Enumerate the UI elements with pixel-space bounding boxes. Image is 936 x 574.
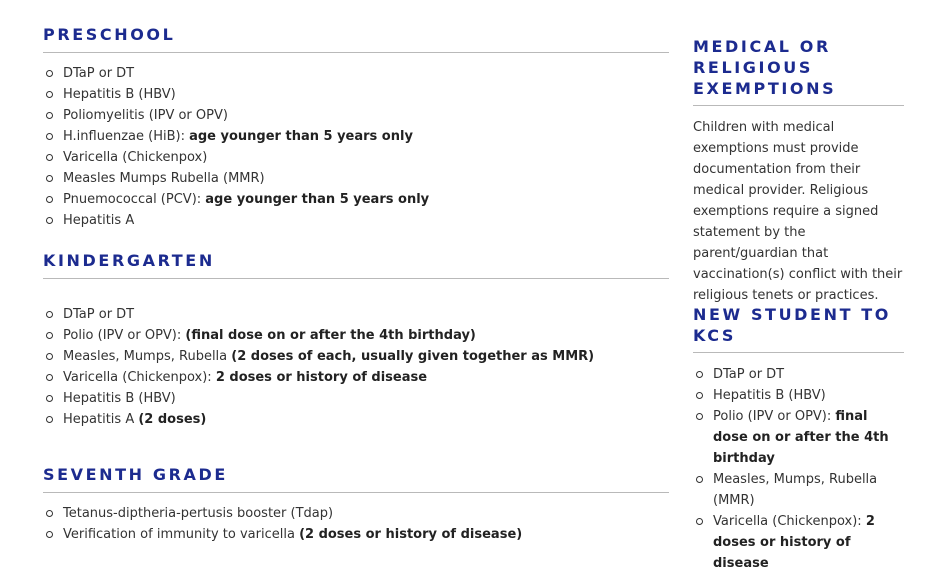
heading-line: EXEMPTIONS xyxy=(693,79,837,98)
list-item-text: Hepatitis B (HBV) xyxy=(63,87,176,102)
preschool-divider xyxy=(43,52,669,53)
exemptions-divider xyxy=(693,105,904,106)
list-item-text: DTaP or DT xyxy=(713,367,785,382)
circle-bullet-icon xyxy=(696,413,703,420)
circle-bullet-icon xyxy=(696,518,703,525)
heading-line: KCS xyxy=(693,326,737,345)
circle-bullet-icon xyxy=(46,154,53,161)
list-item xyxy=(43,84,429,105)
list-item-emphasis: (2 doses or history of disease) xyxy=(299,527,523,542)
list-item-emphasis: (final dose on or after the 4th birthday) xyxy=(185,328,476,343)
list-item-text: Measles, Mumps, Rubella xyxy=(63,349,232,364)
list-item-text: Tetanus-diptheria-pertusis booster (Tdap) xyxy=(63,506,334,521)
preschool-list xyxy=(43,63,429,231)
list-item xyxy=(43,409,594,430)
circle-bullet-icon xyxy=(46,395,53,402)
circle-bullet-icon xyxy=(46,311,53,318)
circle-bullet-icon xyxy=(46,133,53,140)
list-item-text: DTaP or DT xyxy=(63,66,135,81)
circle-bullet-icon xyxy=(46,175,53,182)
list-item xyxy=(43,105,429,126)
list-item xyxy=(43,126,429,147)
list-item-text: Hepatitis A xyxy=(63,412,139,427)
circle-bullet-icon xyxy=(696,476,703,483)
exemptions-heading xyxy=(693,36,836,99)
list-item xyxy=(43,346,594,367)
new-student-heading xyxy=(693,304,891,346)
list-item xyxy=(693,469,904,511)
circle-bullet-icon xyxy=(46,70,53,77)
list-item-text: Poliomyelitis (IPV or OPV) xyxy=(63,108,228,123)
heading-line: RELIGIOUS xyxy=(693,58,814,77)
circle-bullet-icon xyxy=(46,332,53,339)
circle-bullet-icon xyxy=(696,371,703,378)
preschool-heading: PRESCHOOL xyxy=(43,25,176,44)
list-item-text: Varicella (Chickenpox) xyxy=(63,150,208,165)
circle-bullet-icon xyxy=(46,416,53,423)
list-item-emphasis: age younger than 5 years only xyxy=(189,129,413,144)
circle-bullet-icon xyxy=(46,112,53,119)
list-item-emphasis: final dose on or after the 4th birthday xyxy=(713,409,889,466)
circle-bullet-icon xyxy=(46,353,53,360)
list-item xyxy=(43,524,522,545)
kindergarten-divider xyxy=(43,278,669,279)
list-item-text: Polio (IPV or OPV): xyxy=(63,328,186,343)
list-item-emphasis: 2 doses or history of disease xyxy=(713,514,875,571)
list-item xyxy=(43,168,429,189)
circle-bullet-icon xyxy=(46,510,53,517)
kindergarten-list xyxy=(43,304,594,430)
list-item-text: H.influenzae (HiB): xyxy=(63,129,190,144)
list-item-text: Measles, Mumps, Rubella (MMR) xyxy=(713,472,878,508)
seventh-grade-divider xyxy=(43,492,669,493)
circle-bullet-icon xyxy=(46,217,53,224)
kindergarten-heading: KINDERGARTEN xyxy=(43,251,215,270)
list-item-emphasis: age younger than 5 years only xyxy=(205,192,430,207)
list-item xyxy=(43,503,522,524)
list-item xyxy=(693,406,904,469)
list-item xyxy=(43,388,594,409)
seventh-grade-list xyxy=(43,503,522,545)
new-student-divider xyxy=(693,352,904,353)
list-item-text: Polio (IPV or OPV): xyxy=(713,409,836,424)
list-item-text: Hepatitis B (HBV) xyxy=(713,388,826,403)
circle-bullet-icon xyxy=(46,374,53,381)
list-item xyxy=(43,367,594,388)
exemptions-text: Children with medical exemptions must provide documentation from their medical provider. Religious exemptions require a signed statement by the parent/guardian that vaccination(s) conflict with their religious tenets or practices. xyxy=(693,120,903,303)
list-item xyxy=(43,189,429,210)
list-item-text: DTaP or DT xyxy=(63,307,135,322)
list-item-emphasis: (2 doses of each, usually given together as MMR) xyxy=(231,349,595,364)
list-item-text: Hepatitis A xyxy=(63,213,135,228)
list-item xyxy=(43,210,429,231)
list-item-text: Pnuemococcal (PCV): xyxy=(63,192,206,207)
circle-bullet-icon xyxy=(46,196,53,203)
heading-line: MEDICAL OR xyxy=(693,37,831,56)
new-student-list xyxy=(693,364,904,574)
list-item-text: Measles Mumps Rubella (MMR) xyxy=(63,171,265,186)
list-item-text: Varicella (Chickenpox): xyxy=(713,514,866,529)
list-item xyxy=(43,304,594,325)
list-item-emphasis: (2 doses) xyxy=(138,412,207,427)
list-item-text: Verification of immunity to varicella xyxy=(63,527,300,542)
heading-line: NEW STUDENT TO xyxy=(693,305,891,324)
list-item xyxy=(693,364,904,385)
circle-bullet-icon xyxy=(46,531,53,538)
list-item-text: Varicella (Chickenpox): xyxy=(63,370,216,385)
circle-bullet-icon xyxy=(46,91,53,98)
seventh-grade-heading: SEVENTH GRADE xyxy=(43,465,228,484)
list-item xyxy=(43,63,429,84)
list-item-text: Hepatitis B (HBV) xyxy=(63,391,176,406)
list-item xyxy=(693,385,904,406)
circle-bullet-icon xyxy=(696,392,703,399)
list-item xyxy=(43,325,594,346)
list-item-emphasis: 2 doses or history of disease xyxy=(215,370,428,385)
list-item xyxy=(43,147,429,168)
list-item xyxy=(693,511,904,574)
